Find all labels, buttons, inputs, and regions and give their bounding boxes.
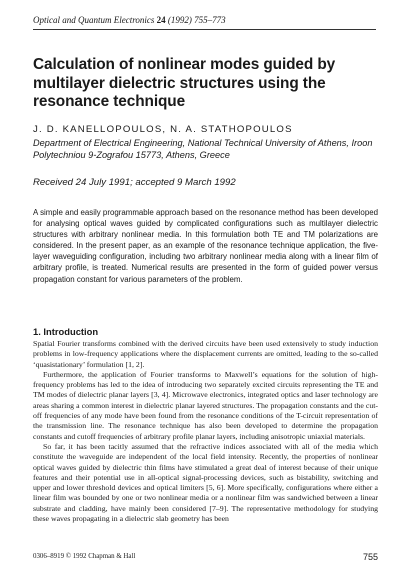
journal-year-pages: (1992) 755–773 — [167, 15, 226, 25]
introduction-body — [33, 339, 378, 524]
page-footer — [33, 551, 378, 563]
journal-name: Optical and Quantum Electronics — [33, 15, 155, 25]
journal-volume: 24 — [156, 15, 166, 25]
body-paragraph: Spatial Fourier transforms combined with the derived circuits have been used extensively to study induction problems in low-frequency applications where the displacement currents are omitted, leading to the so-called ‘quasistationary’ formulation [1, 2]. — [33, 339, 378, 369]
body-paragraph: Furthermore, the application of Fourier transforms to Maxwell’s equations for the solution of high-frequency problems has led to the idea of introducing two separately excited circuits representing the TE and TM modes of dielectric planar layers [3, 4]. Microwave electronics, integrated optics and laser technology are areas sharing a common interest in dielectric planar layered structures. The propagation constants and the cut-off frequencies of any mode have been found from the resonance conditions of the T-circuit representation of the transmission line. The resonance technique has also been developed to determine the propagation constants and cutoff frequencies of arbitrary profile planar layers, including anisotropic uniaxial materials. — [33, 369, 378, 441]
received-dates: Received 24 July 1991; accepted 9 March 1992 — [33, 177, 236, 188]
article-authors: J. D. KANELLOPOULOS, N. A. STATHOPOULOS — [33, 124, 293, 135]
article-title: Calculation of nonlinear modes guided by multilayer dielectric structures using the resonance technique — [33, 56, 336, 110]
abstract: A simple and easily programmable approach based on the resonance method has been developed for analysing optical waves guided by complicated configurations such as multilayer dielectric structures with arbitrary nonlinear media. In this formulation both TE and TM polarizations are considered. In the present paper, as an example of the resonance technique application, the five-layer waveguiding configuration, including two arbitrary nonlinear media along with a linear film of arbitrary profile, is treated. Numerical results are presented in the form of guided power versus propagation constant for various parameters of the problem. — [33, 208, 378, 284]
copyright-line: 0306–8919 © 1992 Chapman & Hall — [33, 553, 136, 560]
author-affiliation: Department of Electrical Engineering, National Technical University of Athens, Iroon Polytechniou 9-Zografou 15773, Athens, Greece — [33, 138, 373, 160]
body-paragraph: So far, it has been tacitly assumed that the refractive indices associated with all of the media which constitute the waveguide are independent of the local field intensity. Recently, the properties of nonlinear optical waves guided by dielectric thin films have stimulated a great deal of interest because of their unique features and their potential use in all-optical signal-processing devices, such as bistability, switching and upper and lower threshold devices and optical limiters [5, 6]. More specifically, configurations where either a linear film was bounded by one or two nonlinear media or a nonlinear film was sandwiched between a linear substrate and cladding, have mainly been considered [7–9]. The representative methodology for studying these waves propagating in a dielectric slab geometry has been — [33, 441, 378, 524]
page-number: 755 — [362, 552, 378, 562]
section-heading: 1. Introduction — [33, 326, 99, 337]
header-rule — [33, 29, 376, 30]
journal-header — [33, 13, 393, 27]
